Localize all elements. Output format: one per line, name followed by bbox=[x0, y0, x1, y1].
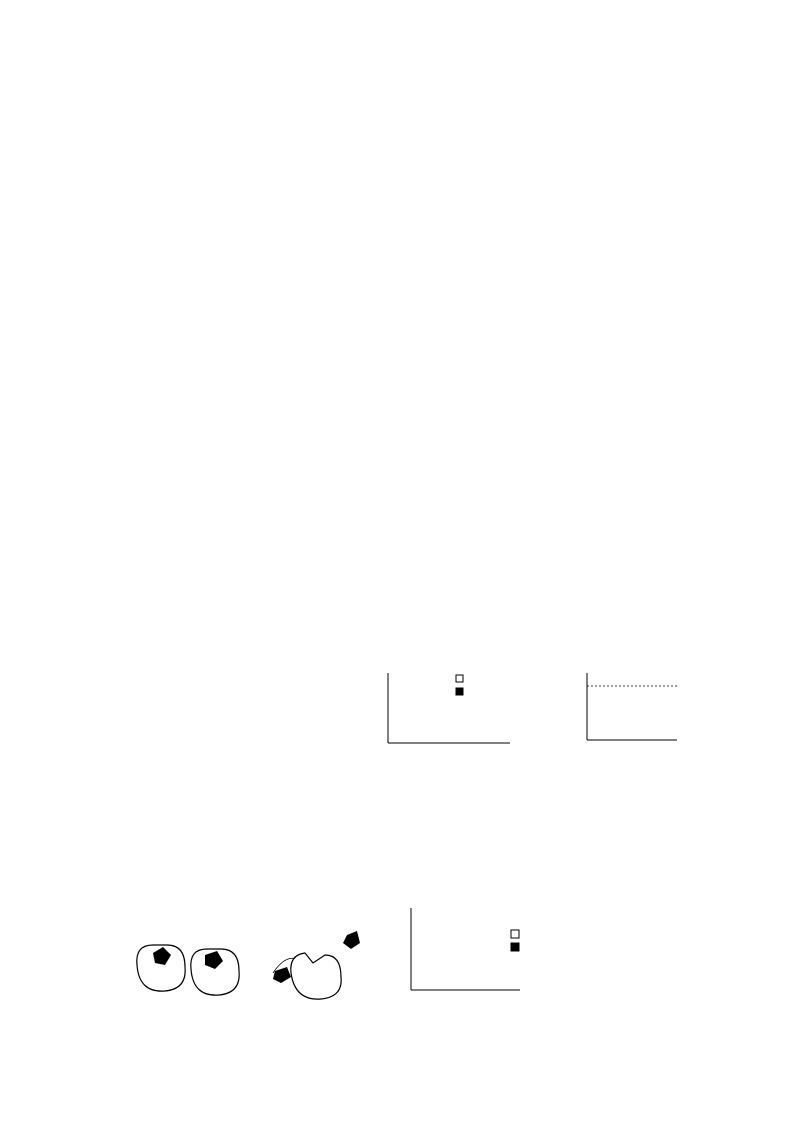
fig3-legend-swatch-b bbox=[511, 943, 519, 951]
enzyme-shape-c bbox=[291, 953, 341, 999]
q3-figure2 bbox=[565, 668, 685, 773]
fig3-legend-swatch-a bbox=[511, 930, 519, 938]
q3-figure1 bbox=[360, 665, 550, 775]
q4-figure2 bbox=[365, 892, 565, 1022]
q4-figure1 bbox=[125, 915, 360, 1020]
substrate-shape-c bbox=[343, 931, 360, 949]
fig1-legend-swatch-actual bbox=[456, 688, 463, 695]
fig1-legend-swatch-capacity bbox=[456, 675, 463, 682]
